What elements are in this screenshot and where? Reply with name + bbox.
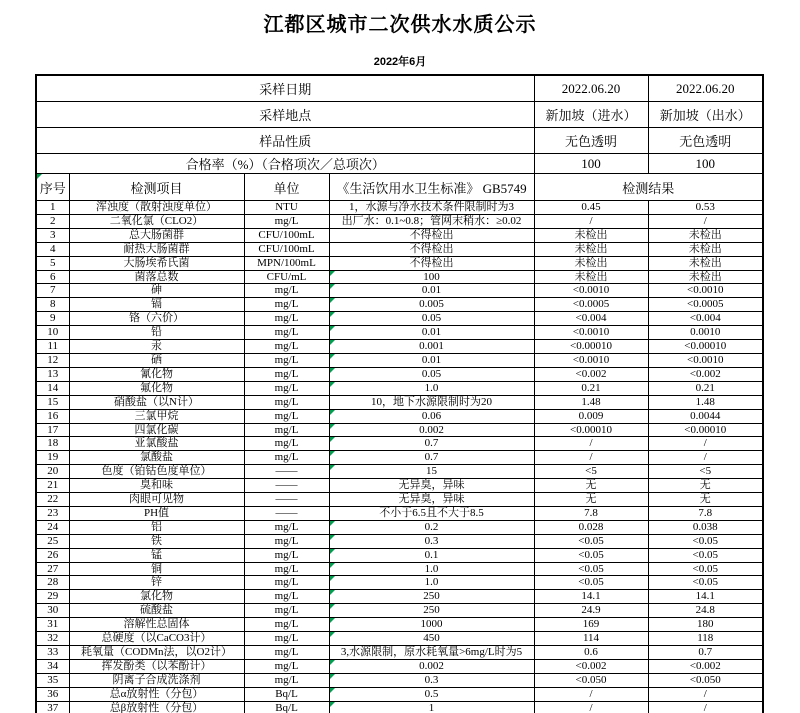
row-result-outlet: 0.0010	[648, 326, 763, 340]
row-standard: 0.01	[329, 284, 534, 298]
row-result-inlet: 114	[534, 632, 648, 646]
row-index: 12	[36, 353, 69, 367]
table-row	[36, 381, 763, 395]
table-row	[36, 395, 763, 409]
row-item: 菌落总数	[69, 270, 244, 284]
table-row	[36, 659, 763, 673]
row-result-outlet: /	[648, 687, 763, 701]
pass-rate-label: 合格率（%）（合格项次／总项次）	[36, 154, 534, 174]
row-standard: 出厂水：0.1~0.8；管网末稍水：≥0.02	[329, 214, 534, 228]
row-standard: 1，水源与净水技术条件限制时为3	[329, 201, 534, 215]
table-row	[36, 465, 763, 479]
row-index: 37	[36, 701, 69, 713]
table-row	[36, 353, 763, 367]
row-unit: mg/L	[244, 423, 329, 437]
row-result-outlet: 0.0044	[648, 409, 763, 423]
row-unit: mg/L	[244, 673, 329, 687]
row-index: 6	[36, 270, 69, 284]
row-item: 大肠埃希氏菌	[69, 256, 244, 270]
table-row	[36, 590, 763, 604]
row-item: 铁	[69, 534, 244, 548]
row-standard: 100	[329, 270, 534, 284]
header-item: 检测项目	[69, 174, 244, 201]
row-item: 色度（铂钴色度单位）	[69, 465, 244, 479]
row-standard: 0.7	[329, 451, 534, 465]
row-standard: 0.002	[329, 423, 534, 437]
row-item: 四氯化碳	[69, 423, 244, 437]
row-result-outlet: <0.00010	[648, 423, 763, 437]
row-unit: mg/L	[244, 632, 329, 646]
table-row	[36, 256, 763, 270]
row-unit: mg/L	[244, 312, 329, 326]
row-result-outlet: <0.0005	[648, 298, 763, 312]
row-unit: mg/L	[244, 520, 329, 534]
row-index: 13	[36, 367, 69, 381]
table-row	[36, 576, 763, 590]
row-result-inlet: 0.028	[534, 520, 648, 534]
row-item: 砷	[69, 284, 244, 298]
row-index: 11	[36, 340, 69, 354]
row-result-outlet: <0.002	[648, 659, 763, 673]
row-unit: MPN/100mL	[244, 256, 329, 270]
row-item: 溶解性总固体	[69, 618, 244, 632]
row-unit: ——	[244, 479, 329, 493]
row-result-outlet: 180	[648, 618, 763, 632]
row-result-inlet: 1.48	[534, 395, 648, 409]
row-index: 18	[36, 437, 69, 451]
row-item: 硝酸盐（以N计）	[69, 395, 244, 409]
row-standard: 0.3	[329, 534, 534, 548]
row-unit: mg/L	[244, 214, 329, 228]
row-result-inlet: 0.009	[534, 409, 648, 423]
row-index: 9	[36, 312, 69, 326]
row-result-outlet: 未检出	[648, 256, 763, 270]
row-result-outlet: 无	[648, 493, 763, 507]
row-unit: mg/L	[244, 562, 329, 576]
row-unit: mg/L	[244, 576, 329, 590]
page-title: 江都区城市二次供水水质公示	[263, 14, 537, 36]
row-result-outlet: /	[648, 437, 763, 451]
row-result-inlet: /	[534, 701, 648, 713]
row-index: 21	[36, 479, 69, 493]
row-item: 耐热大肠菌群	[69, 242, 244, 256]
sample-date-label: 采样日期	[36, 75, 534, 102]
row-result-inlet: 0.6	[534, 646, 648, 660]
row-item: 总大肠菌群	[69, 228, 244, 242]
row-item: 铝	[69, 520, 244, 534]
row-index: 22	[36, 493, 69, 507]
row-index: 23	[36, 506, 69, 520]
row-standard: 250	[329, 590, 534, 604]
row-item: 锌	[69, 576, 244, 590]
row-unit: mg/L	[244, 395, 329, 409]
table-row	[36, 284, 763, 298]
row-unit: CFU/100mL	[244, 228, 329, 242]
row-result-inlet: 未检出	[534, 242, 648, 256]
row-item: 阴离子合成洗涤剂	[69, 673, 244, 687]
row-result-inlet: 7.8	[534, 506, 648, 520]
row-result-outlet: <0.05	[648, 548, 763, 562]
row-item: PH值	[69, 506, 244, 520]
row-standard: 0.05	[329, 312, 534, 326]
row-item: 挥发酚类（以苯酚计）	[69, 659, 244, 673]
row-unit: ——	[244, 506, 329, 520]
water-quality-table	[35, 74, 764, 713]
table-row	[36, 673, 763, 687]
row-standard: 0.1	[329, 548, 534, 562]
row-unit: mg/L	[244, 590, 329, 604]
row-result-inlet: <0.002	[534, 659, 648, 673]
table-row	[36, 312, 763, 326]
row-result-outlet: <0.002	[648, 367, 763, 381]
row-result-inlet: /	[534, 687, 648, 701]
row-result-outlet: <0.05	[648, 534, 763, 548]
row-index: 17	[36, 423, 69, 437]
row-result-inlet: 未检出	[534, 270, 648, 284]
row-standard: 无异臭，异味	[329, 493, 534, 507]
row-index: 33	[36, 646, 69, 660]
row-index: 7	[36, 284, 69, 298]
row-standard: 1	[329, 701, 534, 713]
row-unit: CFU/100mL	[244, 242, 329, 256]
table-row	[36, 618, 763, 632]
row-standard: 15	[329, 465, 534, 479]
row-result-outlet: 24.8	[648, 604, 763, 618]
table-row	[36, 687, 763, 701]
row-unit: mg/L	[244, 326, 329, 340]
row-result-inlet: 无	[534, 479, 648, 493]
table-row	[36, 423, 763, 437]
row-result-inlet: <0.05	[534, 576, 648, 590]
row-result-inlet: 未检出	[534, 228, 648, 242]
row-item: 硫酸盐	[69, 604, 244, 618]
row-index: 27	[36, 562, 69, 576]
row-standard: 0.3	[329, 673, 534, 687]
row-index: 32	[36, 632, 69, 646]
header-no: 序号	[36, 174, 69, 201]
info-row-pass-rate	[36, 154, 763, 174]
row-index: 2	[36, 214, 69, 228]
row-result-inlet: <0.05	[534, 548, 648, 562]
row-result-outlet: 0.038	[648, 520, 763, 534]
table-row	[36, 493, 763, 507]
table-row	[36, 228, 763, 242]
row-item: 铜	[69, 562, 244, 576]
row-unit: CFU/mL	[244, 270, 329, 284]
row-result-inlet: <0.0010	[534, 284, 648, 298]
row-result-outlet: 118	[648, 632, 763, 646]
row-result-inlet: <0.002	[534, 367, 648, 381]
row-item: 锰	[69, 548, 244, 562]
row-result-inlet: 未检出	[534, 256, 648, 270]
row-item: 铬（六价）	[69, 312, 244, 326]
row-item: 镉	[69, 298, 244, 312]
row-index: 30	[36, 604, 69, 618]
row-result-outlet: 0.53	[648, 201, 763, 215]
row-result-outlet: <0.05	[648, 562, 763, 576]
page-subtitle: 2022年6月	[373, 56, 427, 68]
row-unit: Bq/L	[244, 701, 329, 713]
info-row-sample-nature	[36, 128, 763, 154]
table-row	[36, 479, 763, 493]
table-row	[36, 409, 763, 423]
row-index: 15	[36, 395, 69, 409]
row-item: 耗氧量（CODMn法，以O2计）	[69, 646, 244, 660]
row-index: 34	[36, 659, 69, 673]
row-item: 氟化物	[69, 381, 244, 395]
row-result-outlet: 1.48	[648, 395, 763, 409]
row-index: 5	[36, 256, 69, 270]
row-index: 31	[36, 618, 69, 632]
table-header-row	[36, 174, 763, 201]
pass-rate-outlet: 100	[648, 154, 763, 174]
row-index: 36	[36, 687, 69, 701]
row-item: 硒	[69, 353, 244, 367]
row-index: 1	[36, 201, 69, 215]
row-item: 氯化物	[69, 590, 244, 604]
row-result-outlet: 0.21	[648, 381, 763, 395]
data-section	[36, 201, 763, 713]
row-index: 35	[36, 673, 69, 687]
table-row	[36, 214, 763, 228]
row-standard: 1000	[329, 618, 534, 632]
row-item: 臭和味	[69, 479, 244, 493]
table-row	[36, 562, 763, 576]
row-unit: mg/L	[244, 340, 329, 354]
row-index: 8	[36, 298, 69, 312]
table-row	[36, 632, 763, 646]
row-result-outlet: 无	[648, 479, 763, 493]
row-standard: 1.0	[329, 576, 534, 590]
sample-nature-inlet: 无色透明	[534, 128, 648, 154]
row-standard: 1.0	[329, 562, 534, 576]
table-row	[36, 298, 763, 312]
row-item: 铅	[69, 326, 244, 340]
row-index: 26	[36, 548, 69, 562]
row-item: 二氧化氯（CLO2）	[69, 214, 244, 228]
row-index: 16	[36, 409, 69, 423]
table-row	[36, 270, 763, 284]
row-result-inlet: <0.00010	[534, 340, 648, 354]
row-unit: mg/L	[244, 451, 329, 465]
row-result-inlet: /	[534, 437, 648, 451]
row-standard: 1.0	[329, 381, 534, 395]
row-result-outlet: /	[648, 214, 763, 228]
row-item: 氯酸盐	[69, 451, 244, 465]
row-result-outlet: /	[648, 451, 763, 465]
row-result-inlet: <0.05	[534, 562, 648, 576]
row-result-inlet: <0.0005	[534, 298, 648, 312]
sample-nature-outlet: 无色透明	[648, 128, 763, 154]
row-unit: mg/L	[244, 437, 329, 451]
row-result-inlet: <0.05	[534, 534, 648, 548]
row-item: 亚氯酸盐	[69, 437, 244, 451]
row-result-outlet: 未检出	[648, 242, 763, 256]
row-result-outlet: <0.0010	[648, 353, 763, 367]
row-unit: mg/L	[244, 618, 329, 632]
water-quality-notice-page	[0, 8, 800, 713]
info-row-sample-location	[36, 102, 763, 128]
row-index: 25	[36, 534, 69, 548]
row-result-inlet: <5	[534, 465, 648, 479]
row-unit: mg/L	[244, 646, 329, 660]
info-row-sample-date	[36, 75, 763, 102]
row-result-inlet: 24.9	[534, 604, 648, 618]
row-result-inlet: /	[534, 451, 648, 465]
row-unit: mg/L	[244, 298, 329, 312]
table-row	[36, 326, 763, 340]
row-result-outlet: <0.0010	[648, 284, 763, 298]
row-standard: 0.005	[329, 298, 534, 312]
sample-date-inlet: 2022.06.20	[534, 75, 648, 102]
row-result-inlet: 0.45	[534, 201, 648, 215]
row-result-inlet: 无	[534, 493, 648, 507]
sample-location-label: 采样地点	[36, 102, 534, 128]
row-unit: Bq/L	[244, 687, 329, 701]
row-standard: 10，地下水源限制时为20	[329, 395, 534, 409]
row-index: 4	[36, 242, 69, 256]
row-result-inlet: 169	[534, 618, 648, 632]
table-row	[36, 506, 763, 520]
header-result: 检测结果	[534, 174, 763, 201]
row-item: 总硬度（以CaCO3计）	[69, 632, 244, 646]
row-standard: 0.2	[329, 520, 534, 534]
row-index: 28	[36, 576, 69, 590]
row-item: 总α放射性（分包）	[69, 687, 244, 701]
sample-nature-label: 样品性质	[36, 128, 534, 154]
row-index: 3	[36, 228, 69, 242]
table-row	[36, 534, 763, 548]
row-result-outlet: <0.05	[648, 576, 763, 590]
row-result-inlet: <0.050	[534, 673, 648, 687]
row-standard: 不得检出	[329, 228, 534, 242]
table-row	[36, 604, 763, 618]
row-unit: NTU	[244, 201, 329, 215]
row-standard: 0.001	[329, 340, 534, 354]
info-section	[36, 75, 763, 201]
row-standard: 0.01	[329, 326, 534, 340]
row-result-outlet: /	[648, 701, 763, 713]
row-result-inlet: 0.21	[534, 381, 648, 395]
pass-rate-inlet: 100	[534, 154, 648, 174]
row-result-outlet: 7.8	[648, 506, 763, 520]
row-standard: 0.002	[329, 659, 534, 673]
row-standard: 0.7	[329, 437, 534, 451]
row-item: 三氯甲烷	[69, 409, 244, 423]
table-row	[36, 242, 763, 256]
row-result-outlet: <5	[648, 465, 763, 479]
row-result-outlet: <0.050	[648, 673, 763, 687]
row-unit: mg/L	[244, 548, 329, 562]
table-row	[36, 367, 763, 381]
row-result-outlet: 未检出	[648, 228, 763, 242]
row-standard: 0.06	[329, 409, 534, 423]
row-result-inlet: <0.00010	[534, 423, 648, 437]
row-item: 总β放射性（分包）	[69, 701, 244, 713]
row-result-inlet: <0.004	[534, 312, 648, 326]
row-unit: ——	[244, 493, 329, 507]
table-row	[36, 437, 763, 451]
row-index: 19	[36, 451, 69, 465]
row-result-inlet: 14.1	[534, 590, 648, 604]
row-item: 氰化物	[69, 367, 244, 381]
row-standard: 450	[329, 632, 534, 646]
row-standard: 250	[329, 604, 534, 618]
header-unit: 单位	[244, 174, 329, 201]
row-result-outlet: 0.7	[648, 646, 763, 660]
row-result-outlet: <0.004	[648, 312, 763, 326]
row-index: 14	[36, 381, 69, 395]
row-unit: mg/L	[244, 604, 329, 618]
row-unit: mg/L	[244, 353, 329, 367]
row-unit: mg/L	[244, 367, 329, 381]
row-item: 浑浊度（散射浊度单位）	[69, 201, 244, 215]
table-row	[36, 340, 763, 354]
table-row	[36, 451, 763, 465]
row-unit: mg/L	[244, 534, 329, 548]
header-standard: 《生活饮用水卫生标准》 GB5749	[329, 174, 534, 201]
row-result-inlet: /	[534, 214, 648, 228]
row-standard: 0.05	[329, 367, 534, 381]
row-unit: mg/L	[244, 659, 329, 673]
row-standard: 0.01	[329, 353, 534, 367]
row-standard: 不得检出	[329, 256, 534, 270]
row-result-inlet: <0.0010	[534, 353, 648, 367]
table-row	[36, 201, 763, 215]
row-result-outlet: 未检出	[648, 270, 763, 284]
table-row	[36, 701, 763, 713]
row-unit: ——	[244, 465, 329, 479]
table-row	[36, 520, 763, 534]
row-standard: 3,水源限制，原水耗氧量>6mg/L时为5	[329, 646, 534, 660]
table-row	[36, 548, 763, 562]
row-standard: 无异臭，异味	[329, 479, 534, 493]
row-index: 20	[36, 465, 69, 479]
row-index: 24	[36, 520, 69, 534]
row-unit: mg/L	[244, 284, 329, 298]
table-row	[36, 646, 763, 660]
row-index: 10	[36, 326, 69, 340]
row-standard: 不小于6.5且不大于8.5	[329, 506, 534, 520]
row-standard: 0.5	[329, 687, 534, 701]
row-unit: mg/L	[244, 381, 329, 395]
row-result-outlet: 14.1	[648, 590, 763, 604]
sample-location-inlet: 新加坡（进水）	[534, 102, 648, 128]
row-item: 汞	[69, 340, 244, 354]
row-standard: 不得检出	[329, 242, 534, 256]
sample-date-outlet: 2022.06.20	[648, 75, 763, 102]
row-item: 肉眼可见物	[69, 493, 244, 507]
row-result-inlet: <0.0010	[534, 326, 648, 340]
row-result-outlet: <0.00010	[648, 340, 763, 354]
row-index: 29	[36, 590, 69, 604]
sample-location-outlet: 新加坡（出水）	[648, 102, 763, 128]
row-unit: mg/L	[244, 409, 329, 423]
